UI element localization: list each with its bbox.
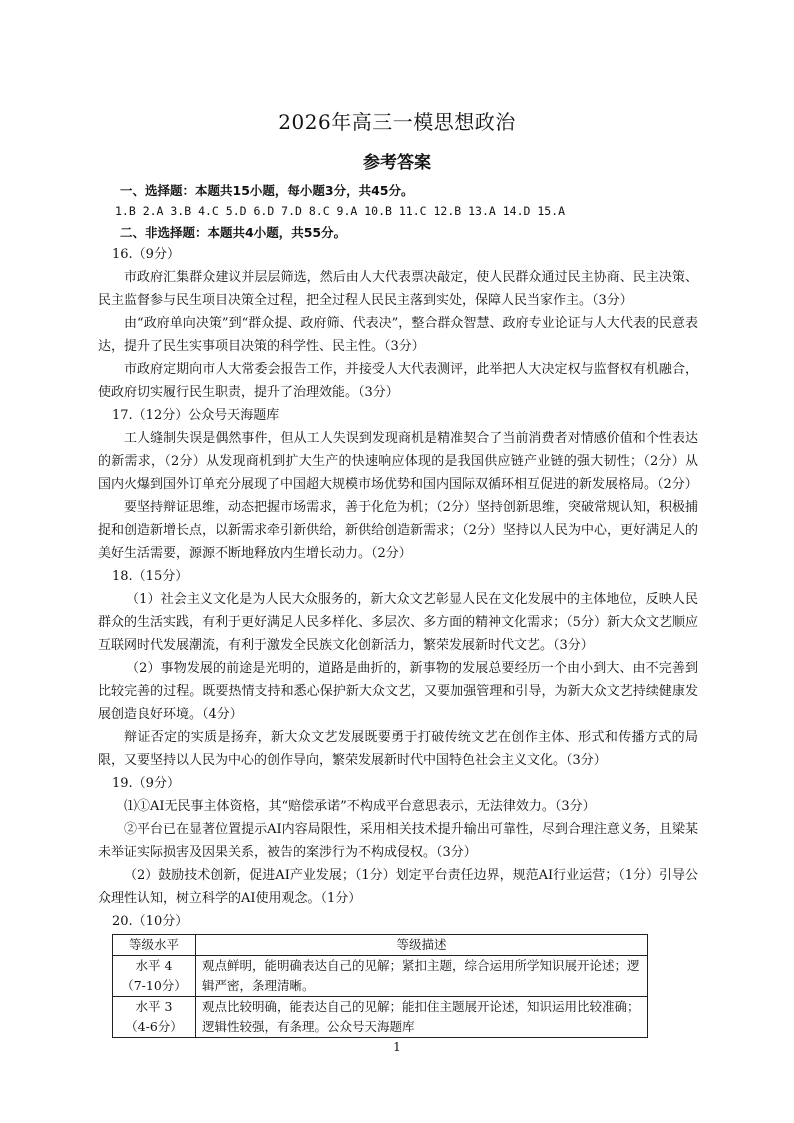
q18-paragraph-1: （1）社会主义文化是为人民大众服务的，新大众文艺彰显人民在文化发展中的主体地位，反映人民群众的生活实践，有利于更好满足人民多样化、多层次、多方面的精神文化需求；（5分）新大众文艺顺应互联网时代发展潮流，有利于激发全民族文化创新活力，繁荣发展新时代文艺。（3分） (98, 592, 698, 653)
answer-content (98, 180, 698, 1038)
level-description: 观点鲜明，能明确表达自己的见解；紧扣主题，综合运用所学知识展开论述；逻辑严密，条理清晰。 (196, 956, 648, 997)
q19-paragraph-3: （2）鼓励技术创新，促进AI产业发展；（1分）划定平台责任边界，规范AI行业运营；（1分）引导公众理性认知，树立科学的AI使用观念。（1分） (98, 868, 698, 906)
document-title: 2026年高三一模思想政治 (278, 110, 516, 134)
table-row (113, 997, 648, 1038)
table-header-description: 等级描述 (196, 935, 648, 956)
q17-paragraph-2: 要坚持辩证思维，动态把握市场需求，善于化危为机；（2分）坚持创新思维，突破常规认知，积极捕捉和创造新增长点，以新需求牵引新供给，新供给创造新需求；（2分）坚持以人民为中心，更好满足人的美好生活需要，源源不断地释放内生增长动力。（2分） (98, 500, 698, 561)
level-score: （4-6分） (125, 1019, 183, 1034)
q19-paragraph-1: ⑴①AI无民事主体资格，其“赔偿承诺”不构成平台意思表示，无法律效力。（3分） (124, 799, 596, 814)
level-cell (113, 956, 196, 997)
question-18-heading: 18.（15分） (112, 569, 189, 584)
section-2-heading: 二、非选择题：本题共4小题，共55分。 (120, 225, 347, 240)
q19-paragraph-2: ②平台已在显著位置提示AI内容局限性，采用相关技术提升输出可靠性，尽到合理注意义务，且梁某未举证实际损害及因果关系，被告的案涉行为不构成侵权。（3分） (98, 822, 698, 860)
question-17-heading: 17.（12分）公众号天海题库 (112, 408, 280, 423)
q18-paragraph-3: 辩证否定的实质是扬弃，新大众文艺发展既要勇于打破传统文艺在创作主体、形式和传播方式的局限，又要坚持以人民为中心的创作导向，繁荣发展新时代中国特色社会主义文化。（3分） (98, 730, 698, 768)
table-header-level: 等级水平 (113, 935, 196, 956)
level-cell (113, 997, 196, 1038)
q16-paragraph-1: 市政府汇集群众建议并层层筛选，然后由人大代表票决敲定，使人民群众通过民主协商、民主决策、民主监督参与民生项目决策全过程，把全过程人民民主落到实处，保障人民当家作主。（3分） (98, 270, 698, 308)
table-header-row (113, 935, 648, 956)
multiple-choice-answers: 1.B 2.A 3.B 4.C 5.D 6.D 7.D 8.C 9.A 10.B 11.C 12.B 13.A 14.D 15.A (115, 204, 566, 218)
q16-paragraph-2: 由“政府单向决策”到“群众提、政府筛、代表决”，整合群众智慧、政府专业论证与人大代表的民意表达，提升了民生实事项目决策的科学性、民主性。（3分） (98, 316, 698, 354)
level-name: 水平 3 (135, 999, 173, 1014)
document-subtitle: 参考答案 (363, 153, 431, 173)
level-score: （7-10分） (121, 978, 187, 993)
question-16-heading: 16.（9分） (112, 247, 180, 262)
grading-rubric-table (112, 934, 648, 1038)
page-number: 1 (393, 1040, 401, 1054)
q17-paragraph-1: 工人缝制失误是偶然事件，但从工人失误到发现商机是精准契合了当前消费者对情感价值和个性表达的新需求，（2分）从发现商机到扩大生产的快速响应体现的是我国供应链产业链的强大韧性；（2分）从国内火爆到国外订单充分展现了中国超大规模市场优势和国内国际双循环相互促进的新发展格局。（2分） (98, 431, 698, 492)
table-row (113, 956, 648, 997)
level-name: 水平 4 (135, 958, 173, 973)
level-description: 观点比较明确，能表达自己的见解；能扣住主题展开论述，知识运用比较准确；逻辑性较强，有条理。公众号天海题库 (196, 997, 648, 1038)
q18-paragraph-2: （2）事物发展的前途是光明的，道路是曲折的，新事物的发展总要经历一个由小到大、由不完善到比较完善的过程。既要热情支持和悉心保护新大众文艺，又要加强管理和引导，为新大众文艺持续健康发展创造良好环境。（4分） (98, 661, 698, 722)
q16-paragraph-3: 市政府定期向市人大常委会报告工作，并接受人大代表测评，此举把人大决定权与监督权有机融合，使政府切实履行民生职责，提升了治理效能。（3分） (98, 362, 698, 400)
section-1-heading: 一、选择题：本题共15小题，每小题3分，共45分。 (120, 183, 414, 198)
question-20-heading: 20.（10分） (112, 914, 189, 929)
question-19-heading: 19.（9分） (112, 776, 180, 791)
